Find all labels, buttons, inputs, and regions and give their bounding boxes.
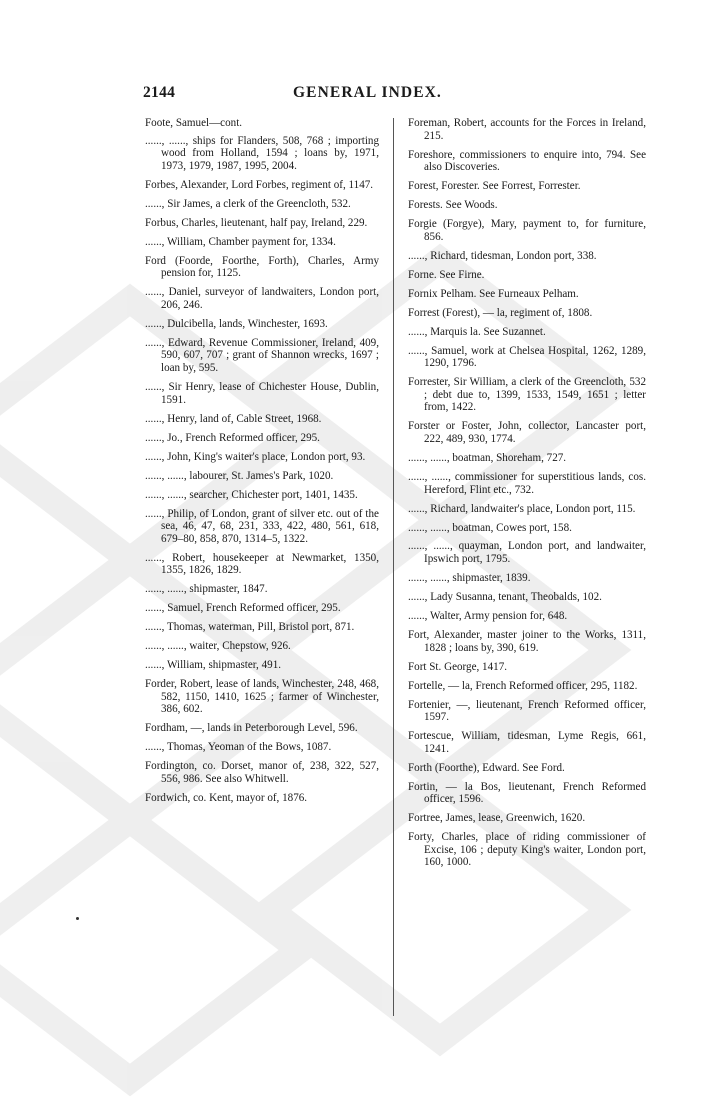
page-number: 2144 xyxy=(143,84,176,101)
index-entry: Forbes, Alexander, Lord Forbes, regiment of, 1147. xyxy=(145,178,374,191)
index-entry: Fort St. George, 1417. xyxy=(408,660,508,673)
margin-dot xyxy=(76,917,79,920)
index-entry: ......, ......, boatman, Cowes port, 158. xyxy=(408,521,572,534)
index-entry: Ford (Foorde, Foorthe, Forth), Charles, Army pension for, 1125. xyxy=(145,254,379,280)
index-entry: ......, Jo., French Reformed officer, 295. xyxy=(145,431,320,444)
index-entry: ......, William, shipmaster, 491. xyxy=(145,659,282,672)
index-entry: ......, ......, labourer, St. James's Park, 1020. xyxy=(145,469,334,482)
index-entry: Forth (Foorthe), Edward. See Ford. xyxy=(408,761,565,774)
index-entry: Forgie (Forgye), Mary, payment to, for furniture, 856. xyxy=(408,218,646,243)
index-column-right xyxy=(408,117,646,875)
index-entry: ......, Samuel, French Reformed officer, 295. xyxy=(145,602,341,615)
index-entry: Fortescue, William, tidesman, Lyme Regis, 661, 1241. xyxy=(408,730,646,755)
index-entry: ......, Thomas, Yeoman of the Bows, 1087. xyxy=(145,741,332,754)
index-entry: Fortree, James, lease, Greenwich, 1620. xyxy=(408,812,586,825)
index-entry: Forbus, Charles, lieutenant, half pay, Ireland, 229. xyxy=(145,216,368,229)
index-entry: ......, John, King's waiter's place, London port, 93. xyxy=(145,450,366,463)
index-entry: ......, Edward, Revenue Commissioner, Ireland, 409, 590, 607, 707 ; grant of Shannon wrecks, 1697 ; loan by, 595. xyxy=(145,336,379,375)
index-entry: Foreman, Robert, accounts for the Forces in Ireland, 215. xyxy=(408,117,646,142)
page-header xyxy=(143,84,647,108)
index-entry: Foreshore, commissioners to enquire into, 794. See also Discoveries. xyxy=(408,148,646,174)
index-entry: ......, William, Chamber payment for, 1334. xyxy=(145,235,336,248)
index-entry: ......, ......, quayman, London port, and landwaiter, Ipswich port, 1795. xyxy=(408,540,646,566)
index-entry: ......, ......, commissioner for superstitious lands, cos. Hereford, Flint etc., 732. xyxy=(408,470,646,496)
index-entry: Forrest (Forest), — la, regiment of, 1808. xyxy=(408,306,593,319)
index-entry: ......, ......, shipmaster, 1839. xyxy=(408,572,531,585)
index-entry: Fortenier, —, lieutenant, French Reformed officer, 1597. xyxy=(408,698,646,724)
index-entry: ......, Walter, Army pension for, 648. xyxy=(408,610,568,623)
index-entry: ......, Philip, of London, grant of silver etc. out of the sea, 46, 47, 68, 231, 333, 422, 480, 561, 618, 679–80, 858, 870, 1314–5, 1322. xyxy=(145,507,379,545)
index-entry: Forne. See Firne. xyxy=(408,268,485,281)
index-entry: ......, Samuel, work at Chelsea Hospital, 1262, 1289, 1290, 1796. xyxy=(408,344,646,370)
index-entry: ......, Sir James, a clerk of the Greencloth, 532. xyxy=(145,197,351,210)
index-entry: ......, ......, shipmaster, 1847. xyxy=(145,583,268,596)
index-entry: ......, Thomas, waterman, Pill, Bristol port, 871. xyxy=(145,621,355,634)
index-entry: Fordwich, co. Kent, mayor of, 1876. xyxy=(145,791,308,804)
index-entry: Fordham, —, lands in Peterborough Level, 596. xyxy=(145,722,358,735)
column-divider xyxy=(393,118,394,1016)
index-entry: Forty, Charles, place of riding commissioner of Excise, 106 ; deputy King's waiter, London port, 160, 1000. xyxy=(408,831,646,869)
index-entry: Forrester, Sir William, a clerk of the Greencloth, 532 ; debt due to, 1399, 1533, 1549, 1651 ; letter from, 1422. xyxy=(408,376,646,414)
index-entry: Forests. See Woods. xyxy=(408,199,498,212)
index-entry: Fornix Pelham. See Furneaux Pelham. xyxy=(408,287,579,300)
index-entry: ......, Richard, landwaiter's place, London port, 115. xyxy=(408,502,636,515)
page-title: GENERAL INDEX. xyxy=(293,84,442,101)
index-entry: ......, ......, searcher, Chichester port, 1401, 1435. xyxy=(145,488,358,501)
index-entry: ......, Robert, housekeeper at Newmarket, 1350, 1355, 1826, 1829. xyxy=(145,551,379,577)
index-entry: ......, Sir Henry, lease of Chichester House, Dublin, 1591. xyxy=(145,381,379,406)
index-column-left xyxy=(145,117,379,811)
index-entry: ......, ......, boatman, Shoreham, 727. xyxy=(408,451,567,464)
index-entry: Fortelle, — la, French Reformed officer, 295, 1182. xyxy=(408,679,638,692)
index-entry: Fort, Alexander, master joiner to the Works, 1311, 1828 ; loans by, 390, 619. xyxy=(408,629,646,654)
index-entry: Forder, Robert, lease of lands, Winchester, 248, 468, 582, 1150, 1410, 1625 ; farmer of Winchester, 386, 602. xyxy=(145,678,379,716)
index-entry: Fortin, — la Bos, lieutenant, French Reformed officer, 1596. xyxy=(408,780,646,806)
index-entry: ......, Daniel, surveyor of landwaiters, London port, 206, 246. xyxy=(145,286,379,311)
index-entry: Foote, Samuel—cont. xyxy=(145,117,243,129)
index-entry: Fordington, co. Dorset, manor of, 238, 322, 527, 556, 986. See also Whitwell. xyxy=(145,760,379,785)
index-entry: Forster or Foster, John, collector, Lancaster port, 222, 489, 930, 1774. xyxy=(408,420,646,445)
index-entry: ......, ......, ships for Flanders, 508, 768 ; importing wood from Holland, 1594 ; loans by, 1971, 1973, 1979, 1987, 1995, 2004. xyxy=(145,134,379,172)
index-entry: ......, ......, waiter, Chepstow, 926. xyxy=(145,640,291,653)
index-entry: Forest, Forester. See Forrest, Forrester. xyxy=(408,180,581,193)
index-entry: ......, Lady Susanna, tenant, Theobalds, 102. xyxy=(408,591,602,604)
index-entry: ......, Marquis la. See Suzannet. xyxy=(408,325,546,338)
index-entry: ......, Henry, land of, Cable Street, 1968. xyxy=(145,412,322,425)
index-entry: ......, Dulcibella, lands, Winchester, 1693. xyxy=(145,317,328,330)
index-entry: ......, Richard, tidesman, London port, 338. xyxy=(408,249,597,262)
